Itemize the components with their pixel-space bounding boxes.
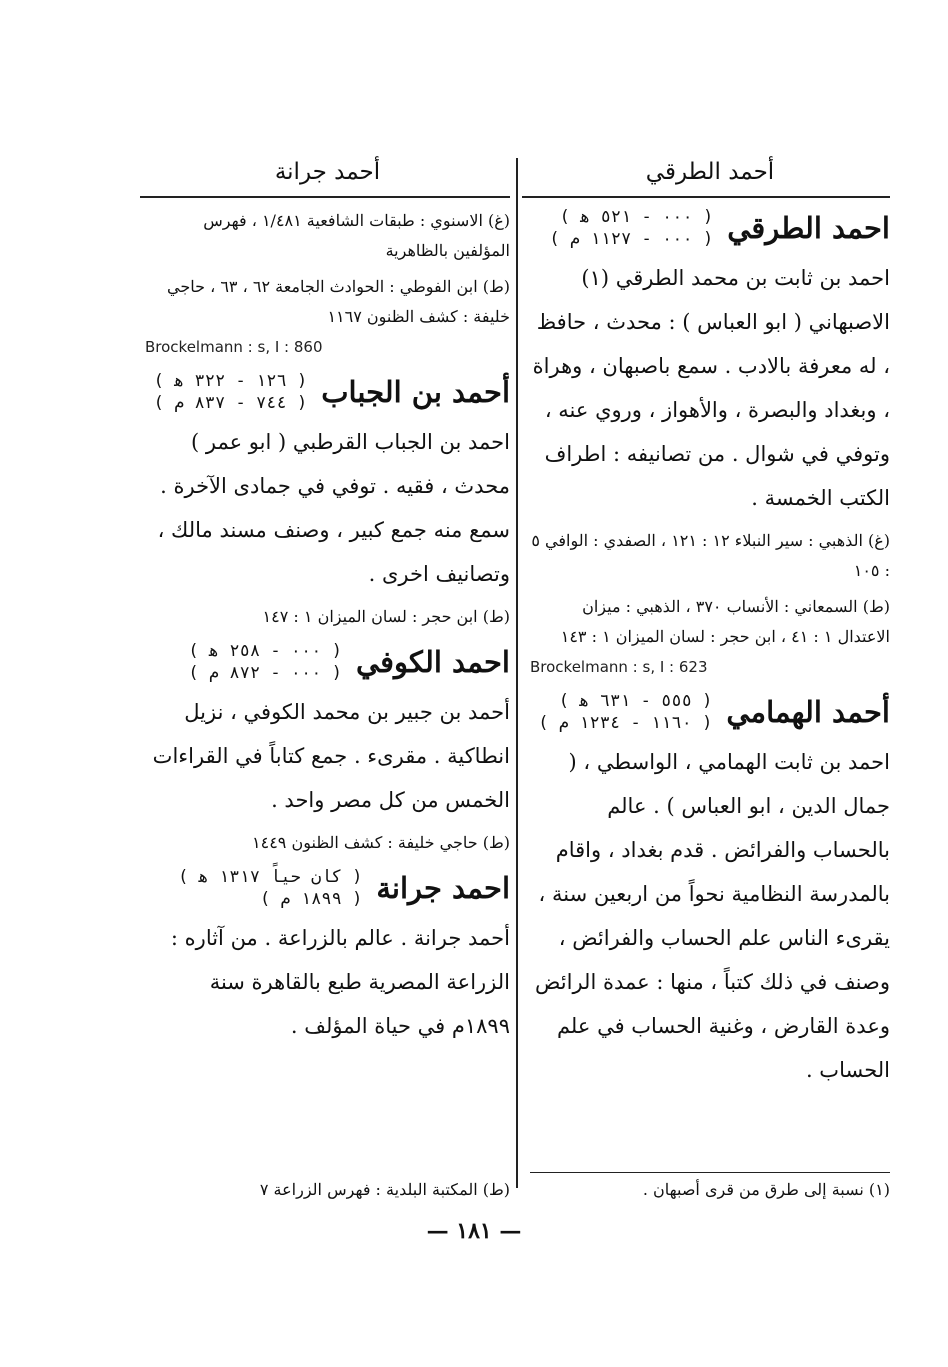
entry-name: احمد الطرقي (727, 211, 890, 245)
entry-dates (188, 640, 342, 684)
entry-heading-humami (530, 690, 890, 734)
entry-heading-tarqi (530, 206, 890, 250)
entry-dates (538, 690, 712, 734)
entry-body: احمد بن الجباب القرطبي ( ابو عمر ) محدث ، فقيه . توفي في جمادى الآخرة . سمع منه جمع كبير ، وصنف مسند مالك ، وتصانيف اخرى . (157, 430, 510, 586)
dates-gregorian: ( ٠٠٠ - ١١٢٧ م ) (549, 229, 714, 249)
entry-source: (ط) حاجي خليفة : كشف الظنون ١٤٤٩ (252, 833, 510, 852)
running-header-left: أحمد جرانة (274, 159, 381, 185)
page-number: — ١٨١ — (426, 1218, 522, 1244)
entry-dates (154, 370, 308, 414)
dates-gregorian: ( ١١٦٠ - ١٢٣٤ م ) (538, 713, 713, 733)
entry-source: (ط) ابن حجر : لسان الميزان ١ : ١٤٧ (262, 607, 510, 626)
dates-hijri: ( ٥٥٥ - ٦٣١ ﻫ ) (558, 691, 713, 711)
dates-gregorian: ( ١٨٩٩ م ) (259, 889, 363, 909)
dates-hijri: ( ٠٠٠ - ٢٥٨ ﻫ ) (188, 641, 342, 661)
latin-reference: Brockelmann : s, I : 623 (530, 658, 708, 676)
entry-body: احمد بن ثابت بن محمد الطرقي (١) الاصبهاني ( ابو العباس ) : محدث ، حافظ ، له معرفة بالادب . سمع باصبهان ، وهراة ، وبغداد والبصرة ، والأهواز ، وروي عنه ، وتوفي في شوال . من تصانيفه : اطراف الكتب الخمسة . (532, 266, 890, 510)
footnote: (١) نسبة إلى طرق من قرى أصبهان . (642, 1180, 890, 1199)
entry-body: أحمد جرانة . عالم بالزراعة . من آثاره : الزراعة المصرية طبع بالقاهرة سنة ١٨٩٩م في حياة المؤلف . (170, 926, 510, 1038)
footnote-rule (530, 1172, 890, 1173)
entry-body: أحمد بن جبير بن محمد الكوفي ، نزيل انطاكية . مقرىء . جمع كتاباً في القراءات الخمس من كل مصر واحد . (152, 700, 510, 812)
running-header-right: أحمد الطرقي (645, 159, 775, 185)
right-column (530, 150, 890, 1092)
entry-heading-jabbab (145, 370, 510, 414)
entry-name: احمد جرانة (376, 871, 510, 905)
entry-name: أحمد بن الجباب (321, 375, 510, 409)
entry-source: (غ) الذهبي : سير النبلاء ١٢ : ١٢١ ، الصفدي : الوافي ٥ : ١٠٥ (531, 531, 890, 580)
dates-hijri: ( ١٢٦ - ٣٢٢ ﻫ ) (153, 371, 308, 391)
entry-name: احمد الكوفي (356, 645, 510, 679)
entry-dates (549, 206, 713, 250)
entry-body: احمد بن ثابت الهمامي ، الواسطي ، ( جمال الدين ، ابو العباس ) . عالم بالحساب والفرائض . قدم بغداد ، واقام بالمدرسة النظامية نحواً من اربعين سنة ، يقرىء الناس علم الحساب والفرائض ، وصنف في ذلك كتباً ، منها : عمدة الرائض وعدة القارض ، وغنية الحساب في علم الحساب . (535, 750, 890, 1082)
entry-source: (ط) ابن الفوطي : الحوادث الجامعة ٦٢ ، ٦٣ ، حاجي خليفة : كشف الظنون ١١٦٧ (167, 277, 510, 326)
entry-heading-jarrana (145, 866, 510, 910)
entry-heading-kufi (145, 640, 510, 684)
entry-dates (178, 866, 362, 910)
entry-source: (ط) السمعاني : الأنساب ٣٧٠ ، الذهبي : ميزان الاعتدال ١ : ٤١ ، ابن حجر : لسان الميزان ١ : ١٤٣ (560, 597, 890, 646)
entry-source: (ط) المكتبة البلدية : فهرس الزراعة ٧ (259, 1180, 510, 1199)
dates-gregorian: ( ٧٤٤ - ٨٣٧ م ) (153, 393, 308, 413)
entry-source: (غ) الاسنوي : طبقات الشافعية ١/٤٨١ ، فهرس المؤلفين بالظاهرية (203, 211, 510, 260)
latin-reference: Brockelmann : s, I : 860 (145, 338, 323, 356)
column-divider (516, 158, 518, 1188)
entry-name: أحمد الهمامي (726, 695, 890, 729)
left-column (145, 150, 510, 1048)
dates-hijri: ( كان حياً ١٣١٧ ﻫ ) (178, 867, 363, 887)
dates-gregorian: ( ٠٠٠ - ٨٧٢ م ) (188, 663, 342, 683)
dates-hijri: ( ٠٠٠ - ٥٢١ ﻫ ) (559, 207, 714, 227)
